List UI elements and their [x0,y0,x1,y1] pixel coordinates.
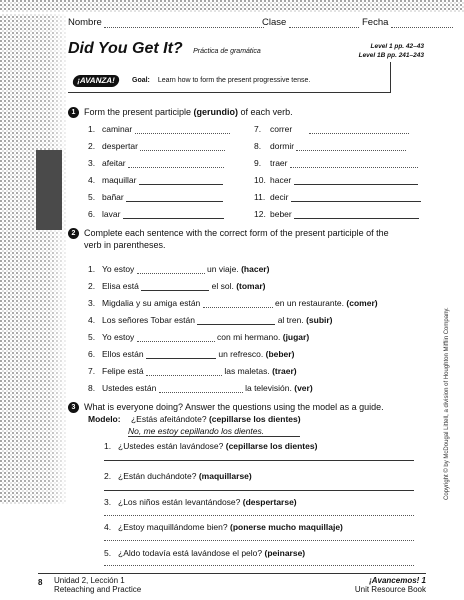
s1-item: 3. afeitar [88,158,224,168]
s1-item: 4. maquillar [88,175,223,185]
s3-answer-line-1[interactable] [104,460,414,461]
fecha-field[interactable] [362,17,453,28]
s3-item: 3. ¿Los niños están levantándose? (despertarse) [104,497,297,507]
section-1-instructions [84,106,293,118]
answer-blank[interactable] [290,167,418,168]
s2-item: 5. Yo estoy con mi hermano. (jugar) [88,332,310,342]
instruction-line: Complete each sentence with the correct form of the present participle of the [84,228,389,238]
clase-field[interactable] [262,17,359,28]
answer-blank[interactable] [137,341,215,342]
s2-item: 6. Ellos están un refresco. (beber) [88,349,295,359]
footer-rule [38,573,426,574]
s1-item: 8. dormir [254,141,406,151]
s1-item: 7. correr [254,124,409,134]
goal-text [132,77,310,84]
s3-item: 1. ¿Ustedes están lavándose? (cepillarse los dientes) [104,441,318,451]
answer-blank[interactable] [135,133,230,134]
answer-blank[interactable] [128,167,224,168]
nombre-label: Nombre [68,17,102,28]
s2-item: 8. Ustedes están la televisión. (ver) [88,383,313,393]
nombre-field[interactable] [68,17,264,28]
section-3-marker: 3 [68,402,79,413]
goal-label: Goal: [132,77,150,84]
section-2-instructions [84,227,424,251]
s3-item: 4. ¿Estoy maquillándome bien? (ponerse mucho maquillaje) [104,522,343,532]
answer-blank[interactable] [296,150,406,151]
answer-blank[interactable] [140,150,225,151]
s3-item: 2. ¿Están duchándote? (maquillarse) [104,471,252,481]
model-label: Modelo: [88,414,121,424]
answer-blank[interactable] [197,324,275,325]
avanza-badge: ¡AVANZA! [72,75,121,87]
level-refs [344,42,424,60]
s2-item: 3. Migdalia y su amiga están en un restaurante. (comer) [88,298,378,308]
side-tab [36,150,62,230]
s1-item: 5. bañar [88,192,223,202]
answer-blank[interactable] [291,201,421,202]
s1-item: 2. despertar [88,141,225,151]
answer-blank[interactable] [139,184,223,185]
footer-resource: Unit Resource Book [354,585,426,594]
answer-blank[interactable] [146,358,216,359]
s3-answer-line-5[interactable] [104,565,414,566]
s3-answer-line-4[interactable] [104,540,414,541]
fecha-label: Fecha [362,17,389,28]
model-example [88,414,301,424]
section-3-instructions: What is everyone doing? Answer the questions using the model as a guide. [84,402,384,412]
decorative-side-texture [0,0,70,600]
goal-description: Learn how to form the present progressive tense. [157,77,311,84]
s1-item: 6. lavar [88,209,224,219]
level-ref-1: Level 1 pp. 42–43 [370,43,424,50]
worksheet-title-block [68,40,261,58]
model-question: ¿Estás afeitándote? [130,414,207,424]
footer-series: ¡Avancemos! 1 [369,576,426,585]
footer-book-title: Reteaching and Practice [54,585,142,594]
s2-item: 2. Elisa está el sol. (tomar) [88,281,266,291]
answer-blank[interactable] [137,273,205,274]
s1-item: 1. caminar [88,124,230,134]
s2-item: 7. Felipe está las maletas. (traer) [88,366,297,376]
s1-item: 10. hacer [254,175,418,185]
s3-answer-line-2[interactable] [104,490,414,491]
footer-book-info [54,576,141,594]
section-1-marker: 1 [68,107,79,118]
model-answer: No, me estoy cepillando los dientes. [128,426,300,437]
answer-blank[interactable] [126,201,223,202]
answer-blank[interactable] [294,184,418,185]
instruction-bold: (gerundio) [193,107,239,117]
decorative-top-band [0,0,464,14]
footer-right [338,576,426,594]
answer-blank[interactable] [159,392,243,393]
page-number: 8 [38,578,43,587]
answer-blank[interactable] [309,133,409,134]
answer-blank[interactable] [146,375,222,376]
s2-item: 1. Yo estoy un viaje. (hacer) [88,264,270,274]
clase-label: Clase [262,17,287,28]
s1-item: 12. beber [254,209,419,219]
instruction-line: verb in parentheses. [84,240,166,250]
page-title: Did You Get It? [68,40,183,57]
copyright-notice: Copyright © by McDougal Littell, a division of Houghton Mifflin Company. [444,307,450,500]
instruction-text: of each verb. [238,107,293,117]
answer-blank[interactable] [294,218,419,219]
section-2-marker: 2 [68,228,79,239]
s3-item: 5. ¿Aldo todavía está lavándose el pelo? (peinarse) [104,548,306,558]
model-cue: (cepillarse los dientes) [208,414,301,424]
footer-unit: Unidad 2, Lección 1 [54,576,125,585]
s2-item: 4. Los señores Tobar están al tren. (subir) [88,315,333,325]
answer-blank[interactable] [203,307,273,308]
page-subtitle: Práctica de gramática [193,48,261,55]
answer-blank[interactable] [123,218,224,219]
level-ref-2: Level 1B pp. 241–243 [358,52,424,59]
instruction-text: Form the present participle [84,107,194,117]
s3-answer-line-3[interactable] [104,515,414,516]
s1-item: 9. traer [254,158,418,168]
answer-blank[interactable] [141,290,209,291]
s1-item: 11. decir [254,192,421,202]
